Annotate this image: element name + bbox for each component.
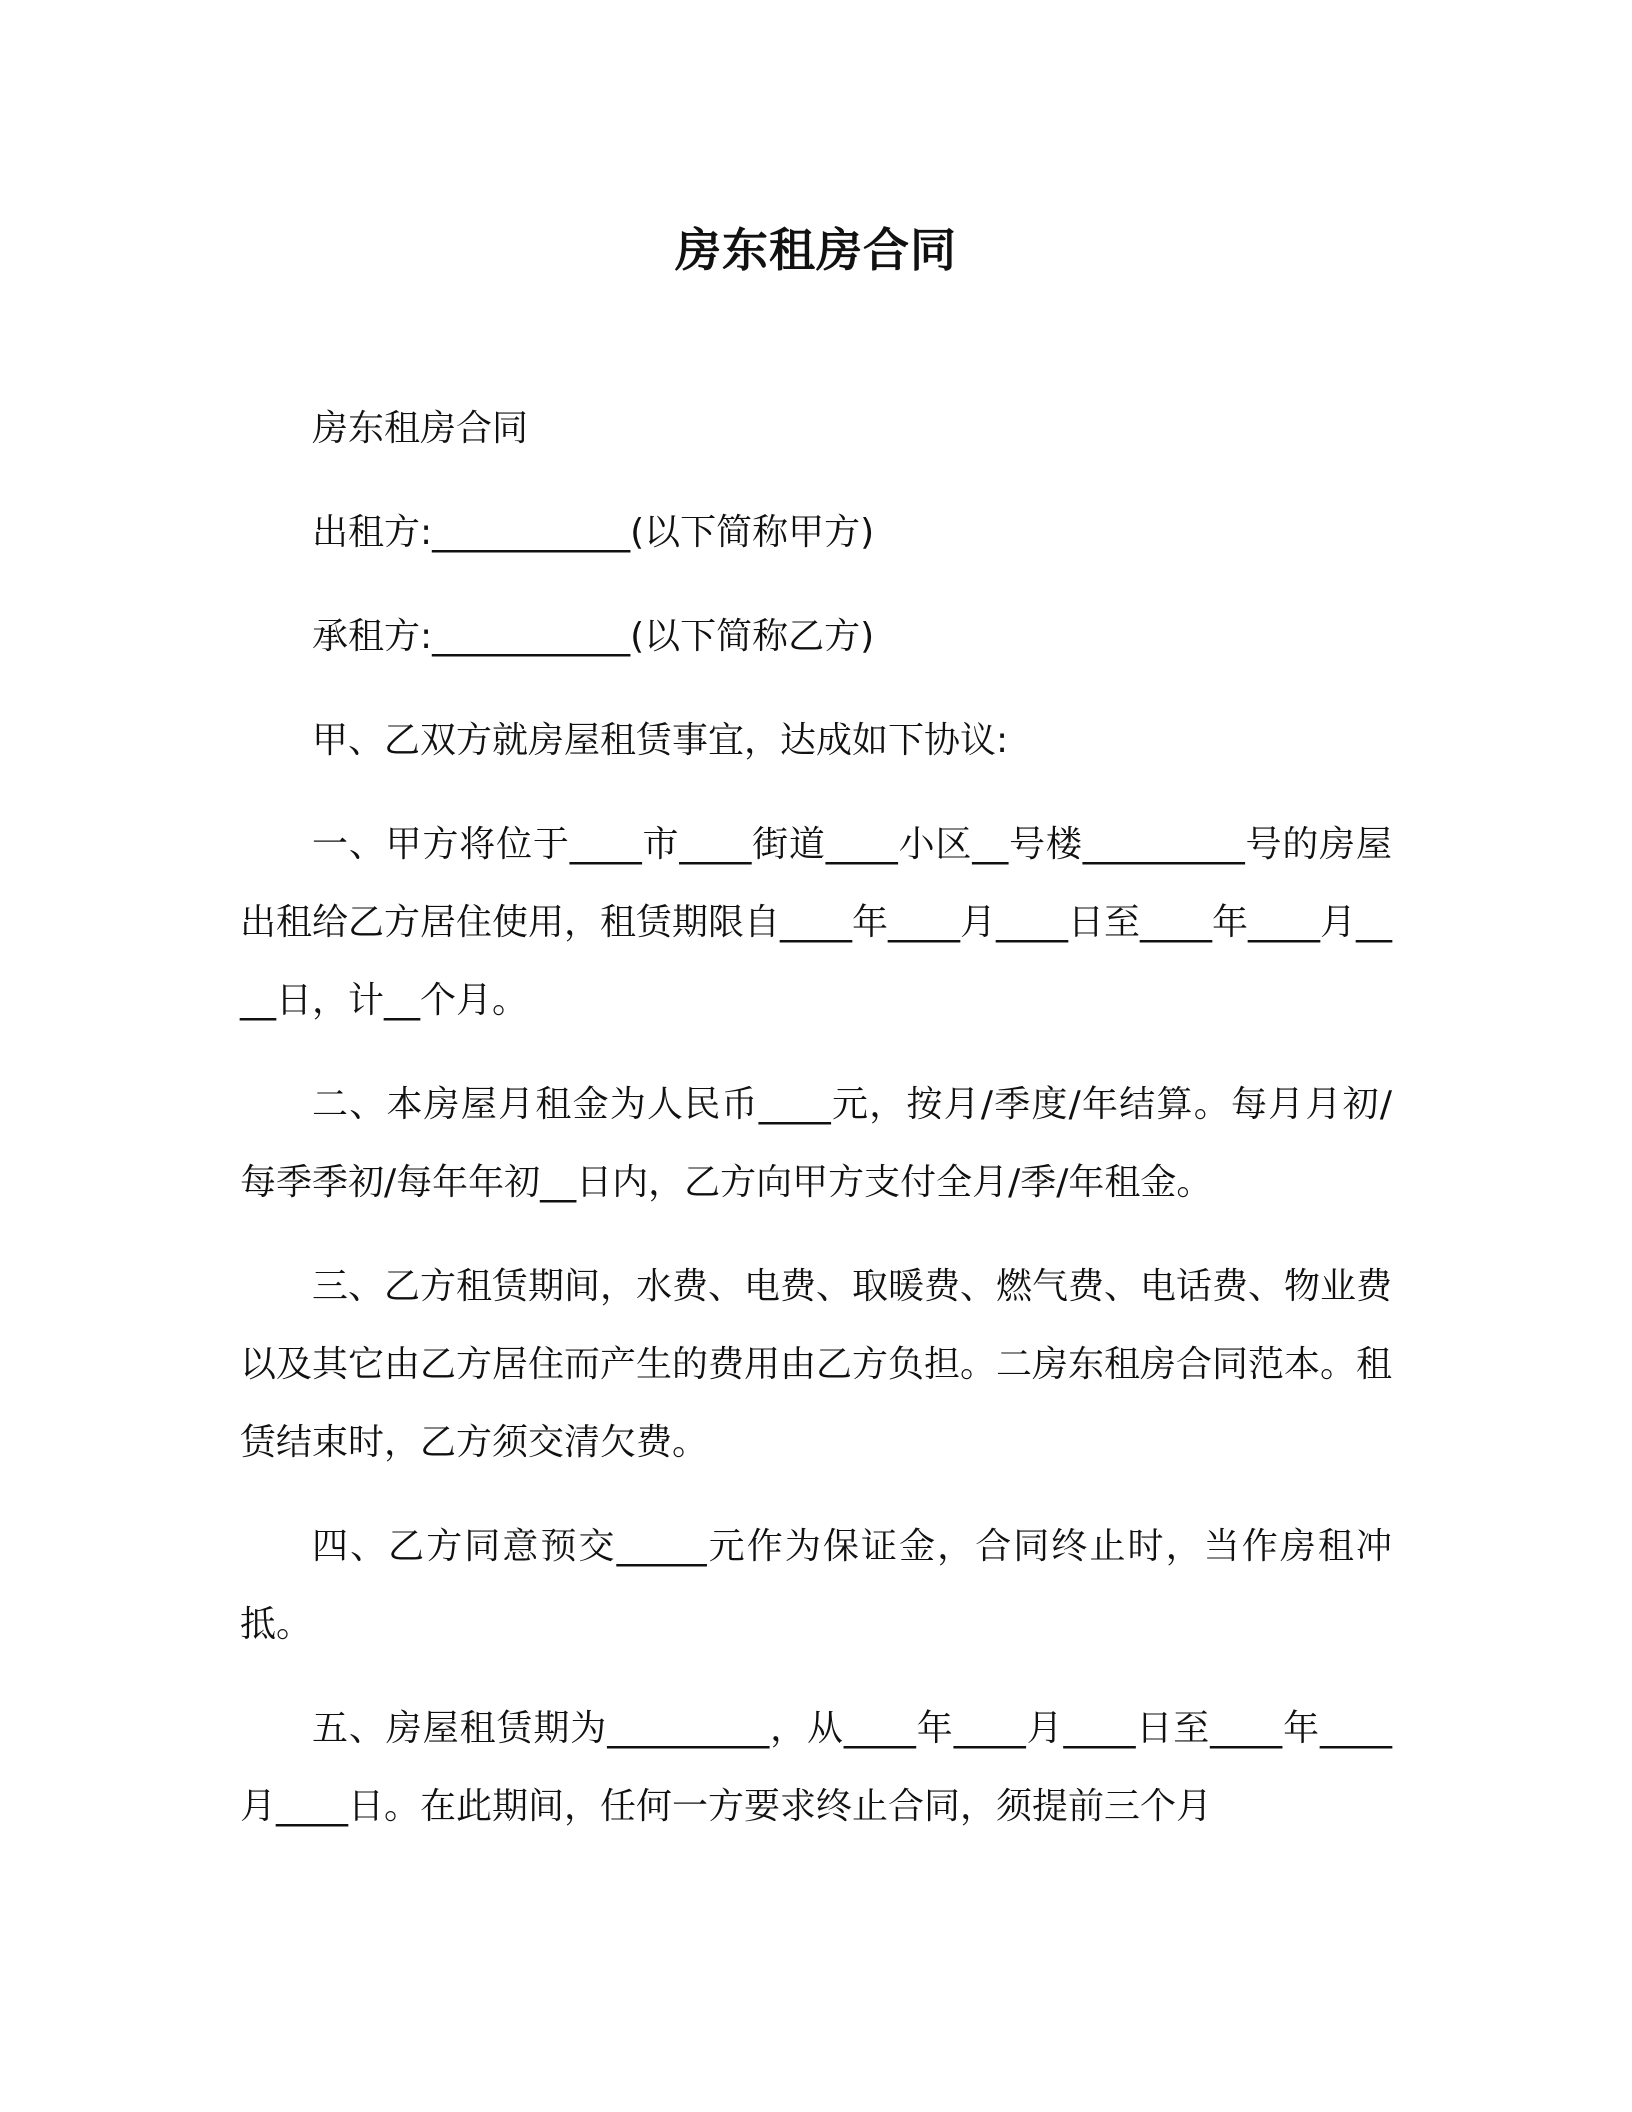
paragraph-lessee: 承租方:___________(以下简称乙方) [312, 616, 875, 657]
clause-5: 五、房屋租赁期为_________，从____年____月____日至____年____月____日。在此期间，任何一方要求终止合同，须提前三个月 [240, 1708, 1392, 1827]
document-body [240, 390, 1392, 1872]
clause-4: 四、乙方同意预交_____元作为保证金，合同终止时，当作房租冲抵。 [240, 1526, 1392, 1645]
paragraph-agreement-intro: 甲、乙双方就房屋租赁事宜，达成如下协议: [312, 720, 1009, 761]
clause-1: 一、甲方将位于____市____街道____小区__号楼_________号的房屋出租给乙方居住使用，租赁期限自____年____月____日至____年____月____日，计__个月。 [240, 824, 1393, 1021]
clause-2: 二、本房屋月租金为人民币____元，按月/季度/年结算。每月月初/每季季初/每年年初__日内，乙方向甲方支付全月/季/年租金。 [240, 1084, 1392, 1203]
document-title: 房东租房合同 [675, 223, 957, 277]
paragraph-lessor: 出租方:___________(以下简称甲方) [312, 512, 875, 553]
clause-3: 三、乙方租赁期间，水费、电费、取暖费、燃气费、电话费、物业费以及其它由乙方居住而产生的费用由乙方负担。二房东租房合同范本。租赁结束时，乙方须交清欠费。 [240, 1266, 1393, 1463]
paragraph-heading: 房东租房合同 [312, 408, 529, 449]
